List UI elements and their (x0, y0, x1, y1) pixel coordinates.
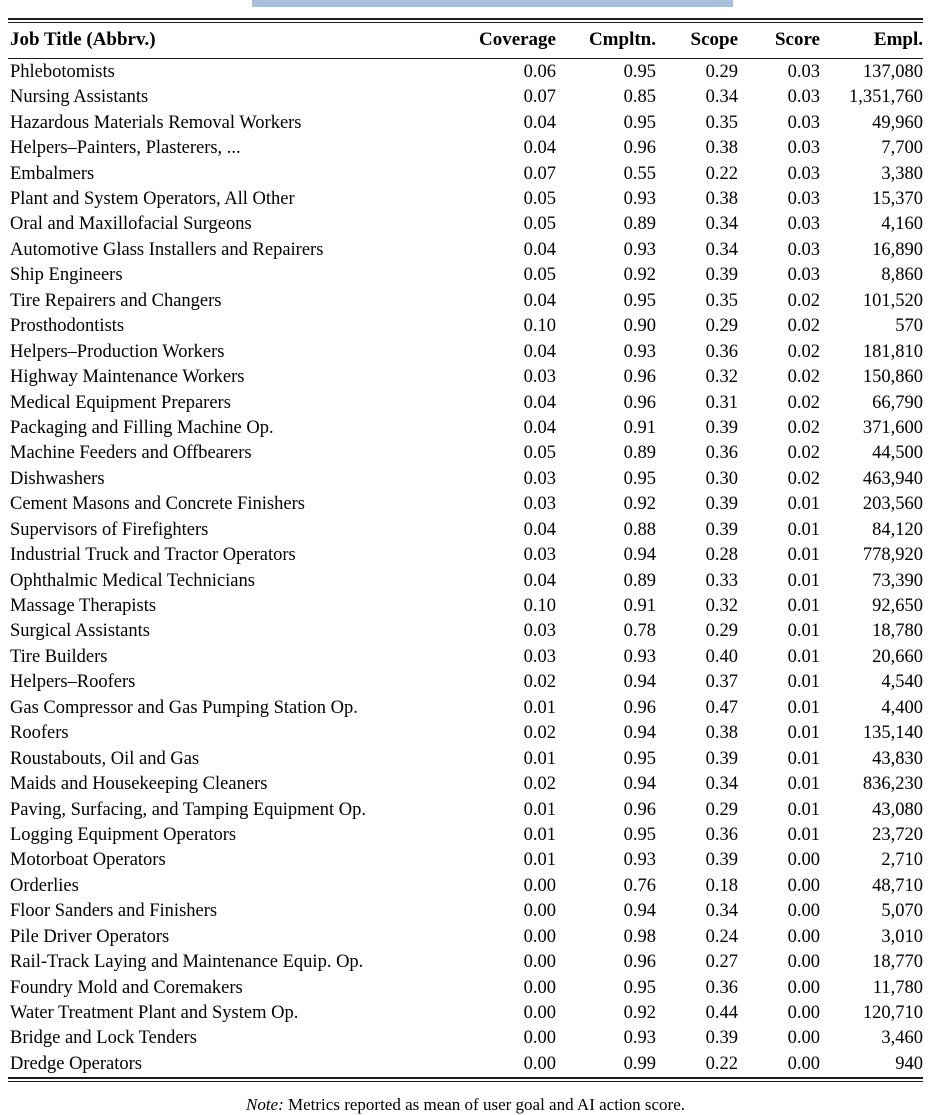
cell-cmpltn: 0.93 (623, 341, 656, 362)
cell-score: 0.03 (787, 239, 820, 260)
table-row (8, 492, 923, 517)
cell-cmpltn: 0.93 (623, 189, 656, 210)
cell-cmpltn: 0.95 (623, 468, 656, 489)
cell-score: 0.02 (787, 392, 820, 413)
column-header-cmpltn: Cmpltn. (588, 29, 656, 51)
table-row (8, 823, 923, 848)
cell-score: 0.02 (787, 316, 820, 337)
cell-job_title: Paving, Surfacing, and Tamping Equipment Op. (10, 799, 366, 820)
cell-scope: 0.28 (705, 545, 738, 566)
cell-cmpltn: 0.95 (623, 824, 656, 845)
table-row (8, 263, 923, 288)
cell-cmpltn: 0.76 (623, 875, 656, 896)
cell-scope: 0.40 (705, 646, 738, 667)
table-row (8, 1001, 923, 1026)
cell-score: 0.01 (787, 519, 820, 540)
table-row (8, 746, 923, 771)
cell-scope: 0.29 (705, 621, 738, 642)
cell-scope: 0.29 (705, 799, 738, 820)
cell-scope: 0.36 (705, 824, 738, 845)
cell-cmpltn: 0.96 (623, 799, 656, 820)
cell-coverage: 0.06 (523, 61, 556, 82)
cell-coverage: 0.00 (523, 875, 556, 896)
cell-coverage: 0.03 (523, 646, 556, 667)
cell-cmpltn: 0.96 (623, 952, 656, 973)
cell-empl: 92,650 (872, 596, 923, 617)
cell-empl: 3,380 (881, 163, 923, 184)
table-note (8, 1095, 923, 1115)
cell-cmpltn: 0.92 (623, 1003, 656, 1024)
cell-scope: 0.32 (705, 367, 738, 388)
cell-cmpltn: 0.91 (623, 596, 656, 617)
cell-coverage: 0.03 (523, 494, 556, 515)
cell-cmpltn: 0.55 (623, 163, 656, 184)
cell-coverage: 0.05 (523, 265, 556, 286)
cell-cmpltn: 0.93 (623, 239, 656, 260)
cell-empl: 3,010 (881, 926, 923, 947)
cell-score: 0.01 (787, 621, 820, 642)
cell-score: 0.01 (787, 697, 820, 718)
column-header-empl: Empl. (873, 29, 923, 51)
cell-empl: 73,390 (872, 570, 923, 591)
cell-empl: 5,070 (881, 901, 923, 922)
cell-empl: 43,080 (872, 799, 923, 820)
cell-job_title: Cement Masons and Concrete Finishers (10, 494, 305, 515)
cell-empl: 371,600 (862, 417, 923, 438)
cell-score: 0.01 (787, 596, 820, 617)
cell-score: 0.02 (787, 468, 820, 489)
table-row (8, 339, 923, 364)
cell-cmpltn: 0.96 (623, 138, 656, 159)
cell-empl: 20,660 (872, 646, 923, 667)
cell-scope: 0.36 (705, 443, 738, 464)
table-container (8, 18, 923, 1115)
cell-empl: 836,230 (862, 774, 923, 795)
cell-empl: 181,810 (862, 341, 923, 362)
cell-score: 0.03 (787, 138, 820, 159)
cell-coverage: 0.04 (523, 290, 556, 311)
cell-coverage: 0.03 (523, 545, 556, 566)
cell-cmpltn: 0.96 (623, 392, 656, 413)
table-row (8, 110, 923, 135)
cell-scope: 0.22 (705, 163, 738, 184)
cell-coverage: 0.10 (523, 596, 556, 617)
cell-cmpltn: 0.96 (623, 697, 656, 718)
table-row (8, 314, 923, 339)
cell-job_title: Ophthalmic Medical Technicians (10, 570, 255, 591)
cell-empl: 18,780 (872, 621, 923, 642)
cell-job_title: Highway Maintenance Workers (10, 367, 245, 388)
cell-job_title: Machine Feeders and Offbearers (10, 443, 252, 464)
cell-empl: 120,710 (862, 1003, 923, 1024)
cell-coverage: 0.03 (523, 367, 556, 388)
cell-scope: 0.34 (705, 901, 738, 922)
cell-score: 0.01 (787, 545, 820, 566)
cell-scope: 0.29 (705, 316, 738, 337)
table-row (8, 619, 923, 644)
cell-score: 0.02 (787, 367, 820, 388)
cell-job_title: Embalmers (10, 163, 95, 184)
cell-score: 0.01 (787, 799, 820, 820)
cell-job_title: Phlebotomists (10, 61, 115, 82)
cell-job_title: Dredge Operators (10, 1053, 143, 1074)
header-row (8, 23, 923, 59)
cell-score: 0.01 (787, 494, 820, 515)
table-row (8, 594, 923, 619)
table-row (8, 873, 923, 898)
cell-coverage: 0.00 (523, 1028, 556, 1049)
cell-empl: 463,940 (862, 468, 923, 489)
cell-score: 0.01 (787, 774, 820, 795)
cell-coverage: 0.04 (523, 519, 556, 540)
cell-empl: 7,700 (881, 138, 923, 159)
cell-scope: 0.34 (705, 87, 738, 108)
cell-empl: 137,080 (862, 61, 923, 82)
selected-title-highlight[interactable] (252, 0, 733, 7)
cell-score: 0.02 (787, 417, 820, 438)
cell-coverage: 0.00 (523, 926, 556, 947)
table-row (8, 797, 923, 822)
cell-job_title: Massage Therapists (10, 596, 157, 617)
cell-job_title: Tire Repairers and Changers (10, 290, 222, 311)
cell-coverage: 0.01 (523, 850, 556, 871)
cell-cmpltn: 0.89 (623, 443, 656, 464)
cell-coverage: 0.00 (523, 977, 556, 998)
cell-job_title: Helpers–Roofers (10, 672, 136, 693)
cell-score: 0.01 (787, 646, 820, 667)
cell-coverage: 0.05 (523, 443, 556, 464)
cell-scope: 0.36 (705, 977, 738, 998)
cell-cmpltn: 0.91 (623, 417, 656, 438)
cell-scope: 0.39 (705, 519, 738, 540)
cell-score: 0.00 (787, 1003, 820, 1024)
cell-empl: 23,720 (872, 824, 923, 845)
cell-score: 0.02 (787, 290, 820, 311)
cell-scope: 0.32 (705, 596, 738, 617)
cell-score: 0.00 (787, 1028, 820, 1049)
cell-empl: 48,710 (872, 875, 923, 896)
cell-cmpltn: 0.89 (623, 570, 656, 591)
cell-coverage: 0.04 (523, 138, 556, 159)
cell-coverage: 0.01 (523, 697, 556, 718)
table-row (8, 772, 923, 797)
cell-scope: 0.22 (705, 1053, 738, 1074)
cell-score: 0.00 (787, 926, 820, 947)
cell-scope: 0.31 (705, 392, 738, 413)
cell-job_title: Helpers–Painters, Plasterers, ... (10, 138, 241, 159)
table-row (8, 390, 923, 415)
table-row (8, 85, 923, 110)
cell-empl: 11,780 (872, 977, 923, 998)
cell-job_title: Pile Driver Operators (10, 926, 170, 947)
cell-scope: 0.24 (705, 926, 738, 947)
cell-coverage: 0.03 (523, 621, 556, 642)
cell-job_title: Roofers (10, 723, 69, 744)
cell-job_title: Prosthodontists (10, 316, 125, 337)
table-row (8, 212, 923, 237)
cell-empl: 940 (895, 1053, 923, 1074)
cell-job_title: Dishwashers (10, 468, 105, 489)
cell-coverage: 0.02 (523, 672, 556, 693)
cell-job_title: Nursing Assistants (10, 87, 149, 108)
cell-cmpltn: 0.95 (623, 748, 656, 769)
cell-scope: 0.39 (705, 417, 738, 438)
cell-job_title: Water Treatment Plant and System Op. (10, 1003, 299, 1024)
cell-scope: 0.38 (705, 723, 738, 744)
cell-job_title: Supervisors of Firefighters (10, 519, 209, 540)
cell-score: 0.00 (787, 875, 820, 896)
cell-cmpltn: 0.92 (623, 494, 656, 515)
cell-scope: 0.18 (705, 875, 738, 896)
cell-score: 0.01 (787, 748, 820, 769)
cell-scope: 0.30 (705, 468, 738, 489)
cell-coverage: 0.00 (523, 1053, 556, 1074)
cell-coverage: 0.01 (523, 824, 556, 845)
cell-scope: 0.35 (705, 112, 738, 133)
cell-cmpltn: 0.85 (623, 87, 656, 108)
cell-job_title: Oral and Maxillofacial Surgeons (10, 214, 252, 235)
cell-cmpltn: 0.89 (623, 214, 656, 235)
cell-empl: 44,500 (872, 443, 923, 464)
cell-coverage: 0.04 (523, 239, 556, 260)
cell-score: 0.03 (787, 87, 820, 108)
cell-job_title: Helpers–Production Workers (10, 341, 225, 362)
cell-empl: 2,710 (881, 850, 923, 871)
table-row (8, 136, 923, 161)
cell-cmpltn: 0.99 (623, 1053, 656, 1074)
cell-score: 0.03 (787, 112, 820, 133)
cell-empl: 1,351,760 (849, 87, 923, 108)
cell-coverage: 0.07 (523, 87, 556, 108)
cell-job_title: Orderlies (10, 875, 79, 896)
cell-score: 0.01 (787, 570, 820, 591)
cell-score: 0.01 (787, 824, 820, 845)
cell-cmpltn: 0.95 (623, 290, 656, 311)
occupations-table (8, 23, 923, 1077)
cell-scope: 0.27 (705, 952, 738, 973)
cell-scope: 0.29 (705, 61, 738, 82)
cell-scope: 0.39 (705, 265, 738, 286)
cell-job_title: Logging Equipment Operators (10, 824, 237, 845)
table-row (8, 1026, 923, 1051)
cell-coverage: 0.01 (523, 748, 556, 769)
table-row (8, 441, 923, 466)
cell-score: 0.00 (787, 850, 820, 871)
cell-empl: 4,540 (881, 672, 923, 693)
table-row (8, 365, 923, 390)
cell-empl: 778,920 (862, 545, 923, 566)
cell-job_title: Hazardous Materials Removal Workers (10, 112, 302, 133)
cell-empl: 18,770 (872, 952, 923, 973)
cell-coverage: 0.04 (523, 417, 556, 438)
cell-job_title: Motorboat Operators (10, 850, 166, 871)
cell-score: 0.01 (787, 723, 820, 744)
cell-empl: 570 (895, 316, 923, 337)
cell-coverage: 0.01 (523, 799, 556, 820)
cell-coverage: 0.04 (523, 392, 556, 413)
table-row (8, 161, 923, 186)
cell-score: 0.00 (787, 901, 820, 922)
cell-cmpltn: 0.95 (623, 977, 656, 998)
cell-scope: 0.37 (705, 672, 738, 693)
cell-cmpltn: 0.92 (623, 265, 656, 286)
table-row (8, 721, 923, 746)
cell-empl: 43,830 (872, 748, 923, 769)
cell-coverage: 0.05 (523, 214, 556, 235)
column-header-score: Score (774, 29, 820, 51)
note-label: Note: (245, 1095, 284, 1115)
table-row (8, 1051, 923, 1076)
cell-cmpltn: 0.94 (623, 545, 656, 566)
cell-cmpltn: 0.94 (623, 774, 656, 795)
cell-coverage: 0.00 (523, 952, 556, 973)
cell-coverage: 0.10 (523, 316, 556, 337)
cell-score: 0.02 (787, 443, 820, 464)
cell-scope: 0.36 (705, 341, 738, 362)
cell-coverage: 0.07 (523, 163, 556, 184)
table-row (8, 670, 923, 695)
table-row (8, 187, 923, 212)
table-row (8, 695, 923, 720)
table-row (8, 568, 923, 593)
cell-job_title: Roustabouts, Oil and Gas (10, 748, 200, 769)
cell-scope: 0.35 (705, 290, 738, 311)
table-row (8, 543, 923, 568)
table-row (8, 517, 923, 542)
table-row (8, 950, 923, 975)
table-row (8, 288, 923, 313)
table-row (8, 924, 923, 949)
cell-coverage: 0.04 (523, 112, 556, 133)
cell-coverage: 0.04 (523, 570, 556, 591)
cell-cmpltn: 0.95 (623, 61, 656, 82)
table-body (8, 59, 923, 1077)
table-header (8, 23, 923, 59)
cell-score: 0.01 (787, 672, 820, 693)
cell-cmpltn: 0.93 (623, 1028, 656, 1049)
cell-job_title: Packaging and Filling Machine Op. (10, 417, 274, 438)
cell-scope: 0.34 (705, 774, 738, 795)
cell-job_title: Foundry Mold and Coremakers (10, 977, 243, 998)
cell-job_title: Floor Sanders and Finishers (10, 901, 218, 922)
cell-cmpltn: 0.94 (623, 901, 656, 922)
cell-job_title: Ship Engineers (10, 265, 123, 286)
column-header-scope: Scope (690, 29, 738, 51)
cell-coverage: 0.05 (523, 189, 556, 210)
table-row (8, 237, 923, 262)
cell-score: 0.03 (787, 189, 820, 210)
cell-empl: 16,890 (872, 239, 923, 260)
cell-scope: 0.47 (705, 697, 738, 718)
cell-cmpltn: 0.78 (623, 621, 656, 642)
cell-cmpltn: 0.88 (623, 519, 656, 540)
cell-job_title: Medical Equipment Preparers (10, 392, 231, 413)
cell-coverage: 0.02 (523, 774, 556, 795)
cell-score: 0.00 (787, 1053, 820, 1074)
cell-scope: 0.34 (705, 214, 738, 235)
cell-coverage: 0.03 (523, 468, 556, 489)
cell-job_title: Gas Compressor and Gas Pumping Station Op. (10, 697, 358, 718)
top-rule-outer (8, 18, 923, 20)
cell-empl: 84,120 (872, 519, 923, 540)
cell-scope: 0.34 (705, 239, 738, 260)
cell-scope: 0.39 (705, 748, 738, 769)
cell-cmpltn: 0.94 (623, 723, 656, 744)
table-row (8, 848, 923, 873)
cell-empl: 101,520 (862, 290, 923, 311)
cell-job_title: Tire Builders (10, 646, 108, 667)
cell-score: 0.00 (787, 977, 820, 998)
cell-job_title: Rail-Track Laying and Maintenance Equip. Op. (10, 952, 364, 973)
cell-scope: 0.33 (705, 570, 738, 591)
cell-empl: 3,460 (881, 1028, 923, 1049)
table-row (8, 416, 923, 441)
cell-scope: 0.38 (705, 138, 738, 159)
cell-scope: 0.39 (705, 850, 738, 871)
cell-cmpltn: 0.94 (623, 672, 656, 693)
cell-scope: 0.38 (705, 189, 738, 210)
cell-empl: 8,860 (881, 265, 923, 286)
cell-score: 0.02 (787, 341, 820, 362)
column-header-job-title: Job Title (Abbrv.) (10, 29, 156, 51)
cell-coverage: 0.04 (523, 341, 556, 362)
table-row (8, 59, 923, 85)
bottom-rule-outer (8, 1077, 923, 1079)
cell-job_title: Maids and Housekeeping Cleaners (10, 774, 268, 795)
cell-score: 0.03 (787, 265, 820, 286)
cell-empl: 66,790 (872, 392, 923, 413)
cell-cmpltn: 0.90 (623, 316, 656, 337)
cell-cmpltn: 0.96 (623, 367, 656, 388)
cell-score: 0.03 (787, 163, 820, 184)
table-row (8, 975, 923, 1000)
cell-scope: 0.44 (705, 1003, 738, 1024)
bottom-rule-inner (8, 1081, 923, 1082)
cell-scope: 0.39 (705, 1028, 738, 1049)
table-row (8, 466, 923, 491)
cell-empl: 4,160 (881, 214, 923, 235)
cell-coverage: 0.00 (523, 901, 556, 922)
cell-job_title: Automotive Glass Installers and Repairers (10, 239, 324, 260)
cell-empl: 203,560 (862, 494, 923, 515)
cell-job_title: Surgical Assistants (10, 621, 150, 642)
cell-cmpltn: 0.95 (623, 112, 656, 133)
table-row (8, 899, 923, 924)
cell-empl: 150,860 (862, 367, 923, 388)
cell-empl: 49,960 (872, 112, 923, 133)
cell-score: 0.03 (787, 61, 820, 82)
column-header-coverage: Coverage (478, 29, 556, 51)
cell-empl: 135,140 (862, 723, 923, 744)
cell-coverage: 0.02 (523, 723, 556, 744)
cell-empl: 15,370 (872, 189, 923, 210)
cell-coverage: 0.00 (523, 1003, 556, 1024)
cell-cmpltn: 0.93 (623, 646, 656, 667)
cell-cmpltn: 0.98 (623, 926, 656, 947)
cell-score: 0.00 (787, 952, 820, 973)
cell-cmpltn: 0.93 (623, 850, 656, 871)
cell-scope: 0.39 (705, 494, 738, 515)
note-text: Metrics reported as mean of user goal and AI action score. (288, 1095, 686, 1115)
cell-job_title: Industrial Truck and Tractor Operators (10, 545, 296, 566)
cell-job_title: Bridge and Lock Tenders (10, 1028, 197, 1049)
table-row (8, 644, 923, 669)
cell-score: 0.03 (787, 214, 820, 235)
cell-job_title: Plant and System Operators, All Other (10, 189, 295, 210)
cell-empl: 4,400 (881, 697, 923, 718)
